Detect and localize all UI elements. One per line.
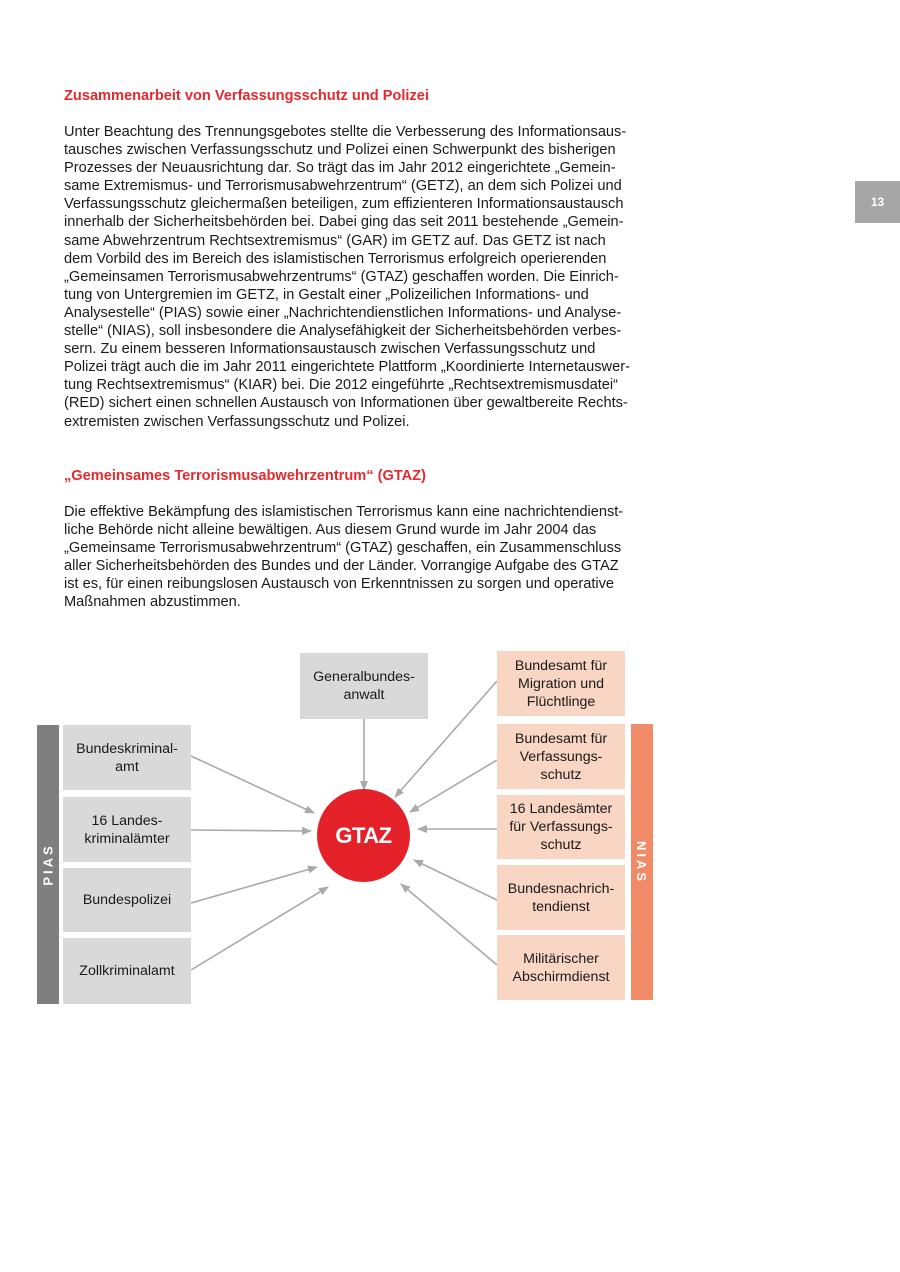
arrow-landeskriminalaemter [191, 830, 311, 831]
text-line: Maßnahmen abzustimmen. [64, 594, 241, 611]
box-bundeskriminalamt: Bundeskriminal- amt [63, 725, 191, 790]
box-lfv: 16 Landesämter für Verfassungs- schutz [497, 795, 625, 859]
text-line: innerhalb der Sicherheitsbehörden bei. Dabei ging das seit 2011 bestehende „Gemein- [64, 214, 624, 231]
section-heading-cooperation: Zusammenarbeit von Verfassungsschutz und Polizei [64, 88, 429, 104]
text-line: (RED) sichert einen schnellen Austausch von Informationen über gewaltbereite Rechts- [64, 395, 628, 412]
text-line: ist es, für einen reibungslosen Austausch von Erkenntnissen zu sorgen und operative [64, 576, 615, 593]
section-heading-gtaz: „Gemeinsames Terrorismusabwehrzentrum“ (GTAZ) [64, 468, 426, 484]
arrow-bnd [414, 860, 497, 900]
page-number: 13 [855, 181, 900, 223]
arrow-mad [401, 884, 497, 965]
arrow-bundeskriminalamt [191, 756, 314, 813]
gtaz-center: GTAZ [317, 789, 410, 882]
box-bfv: Bundesamt für Verfassungs- schutz [497, 724, 625, 789]
text-line: Die effektive Bekämpfung des islamistischen Terrorismus kann eine nachrichtendienst- [64, 504, 624, 520]
text-line: „Gemeinsamen Terrorismusabwehrzentrums“ (GTAZ) geschaffen worden. Die Einrich- [64, 268, 619, 285]
text-line: Verfassungsschutz gleichermaßen beteiligen, zum effizienteren Informationsaustausch [64, 196, 624, 213]
text-line: Prozesses der Neuausrichtung dar. So trägt das im Jahr 2012 eingerichtete „Gemein- [64, 160, 616, 177]
pias-label: PIAS [40, 843, 56, 886]
box-bamf: Bundesamt für Migration und Flüchtlinge [497, 651, 625, 716]
nias-label: NIAS [634, 840, 650, 884]
box-generalbundesanwalt: Generalbundes- anwalt [300, 653, 428, 719]
text-line: Analysestelle“ (PIAS) sowie einer „Nachrichtendienstlichen Informations- und Analyse- [64, 304, 622, 321]
text-line: same Abwehrzentrum Rechtsextremismus“ (GAR) im GETZ auf. Das GETZ ist nach [64, 232, 606, 249]
box-mad: Militärischer Abschirmdienst [497, 935, 625, 1000]
box-bundespolizei: Bundespolizei [63, 868, 191, 932]
arrow-zollkriminalamt [191, 887, 328, 970]
text-line: liche Behörde nicht alleine bewältigen. Aus diesem Grund wurde im Jahr 2004 das [64, 522, 597, 539]
text-line: Polizei trägt auch die im Jahr 2011 eingerichtete Plattform „Koordinierte Internetauswer- [64, 359, 630, 376]
box-zollkriminalamt: Zollkriminalamt [63, 938, 191, 1004]
text-line: „Gemeinsame Terrorismusabwehrzentrum“ (GTAZ) geschaffen, ein Zusammenschluss [64, 540, 622, 557]
text-line: extremisten zwischen Verfassungsschutz und Polizei. [64, 413, 410, 430]
text-line: same Extremismus- und Terrorismusabwehrzentrum“ (GETZ), an dem sich Polizei und [64, 178, 622, 195]
text-line: tung von Untergremien im GETZ, in Gestalt einer „Polizeilichen Informations- und [64, 286, 589, 303]
text-line: dem Vorbild des im Bereich des islamistischen Terrorismus erfolgreich operierenden [64, 250, 607, 267]
arrow-bfv [410, 760, 497, 812]
text-line: aller Sicherheitsbehörden des Bundes und der Länder. Vorrangige Aufgabe des GTAZ [64, 558, 619, 575]
arrow-bundespolizei [191, 867, 317, 903]
text-line: Unter Beachtung des Trennungsgebotes stellte die Verbesserung des Informationsaus- [64, 124, 627, 140]
pias-bar [37, 725, 59, 1004]
box-landeskriminalaemter: 16 Landes- kriminalämter [63, 797, 191, 862]
text-line: tung Rechtsextremismus“ (KIAR) bei. Die 2012 eingeführte „Rechtsextremismusdatei“ [64, 377, 618, 394]
box-bnd: Bundesnachrich- tendienst [497, 865, 625, 930]
text-line: tausches zwischen Verfassungsschutz und Polizei einen Schwerpunkt des bisherigen [64, 142, 616, 159]
nias-bar [631, 724, 653, 1000]
text-line: stelle“ (NIAS), soll insbesondere die Analysefähigkeit der Sicherheitsbehörden verbes- [64, 323, 622, 340]
text-line: sern. Zu einem besseren Informationsaustausch zwischen Verfassungsschutz und [64, 341, 596, 358]
